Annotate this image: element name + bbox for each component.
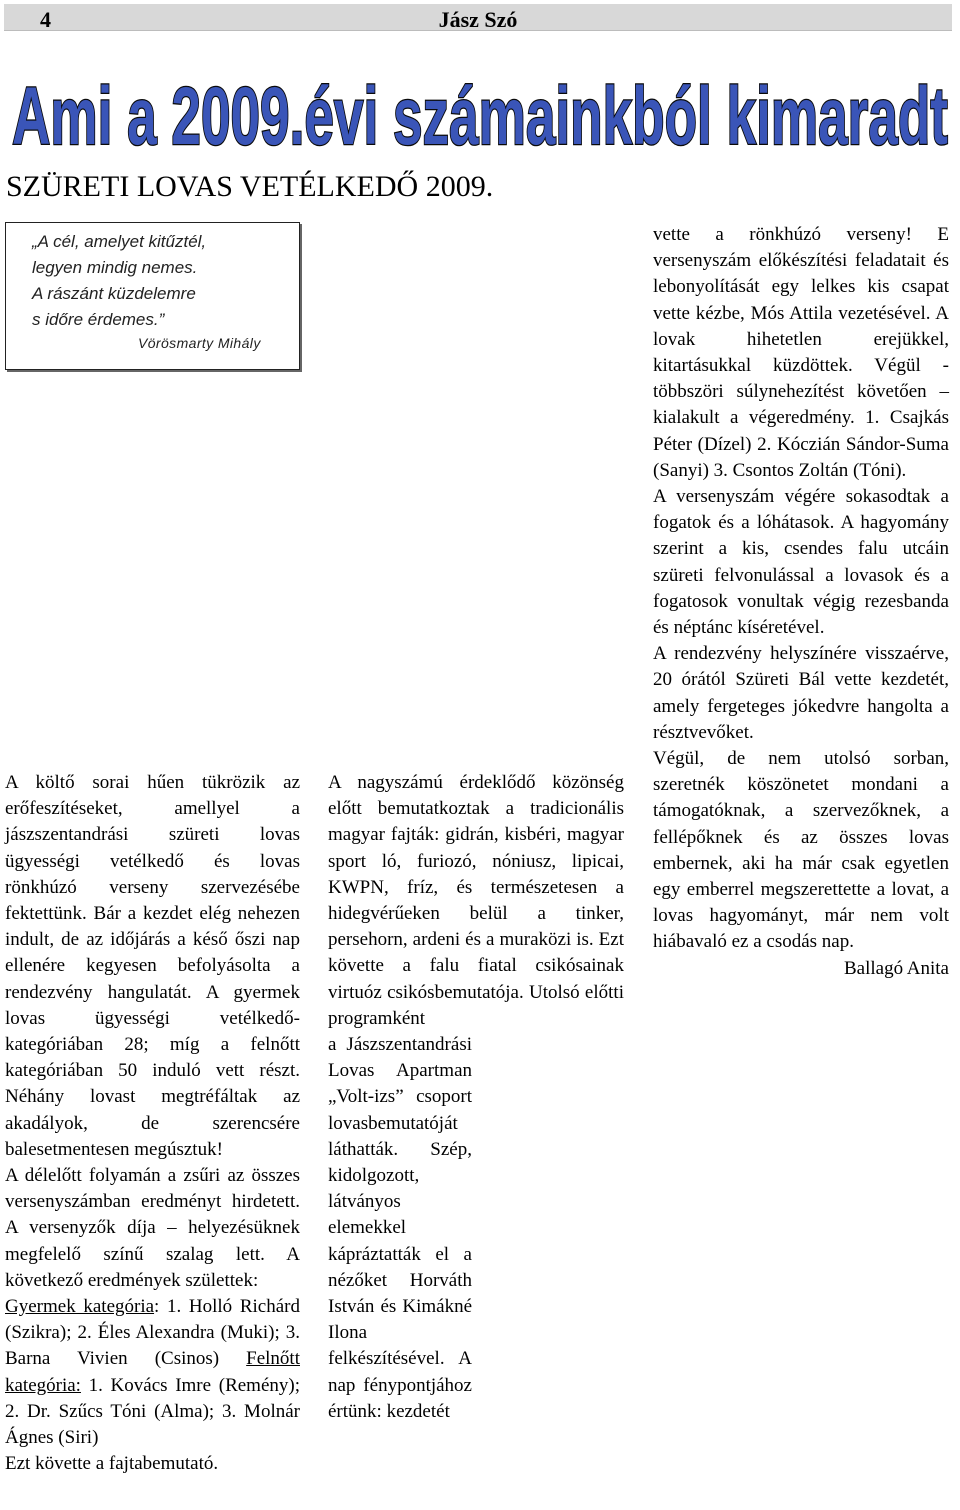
adults-category-label: Felnőtt kategória: (5, 1348, 300, 1396)
article-column-1 (5, 770, 300, 1477)
article-column-2 (328, 770, 624, 1425)
banner-text: Ami a 2009.évi számainkból kimaradt (12, 71, 948, 160)
section-banner (8, 70, 952, 160)
newspaper-name: Jász Szó (438, 7, 518, 32)
paragraph: Végül, de nem utolsó sorban, szeretnék köszönetet mondani a támogatóknak, a szervezőknek, a fellépőknek és az összes lovas embernek, aki ha már csak egyetlen egy emberrel megszerettette a lovat, a lovas hagyományt, már nem volt hiábavaló ez a csodás nap. (653, 748, 949, 953)
quote-line: A rászánt küzdelemre (32, 284, 196, 303)
paragraph: A költő sorai hűen tükrözik az erőfeszítéseket, amellyel a jászszentandrási szüreti lovas ügyességi vetélkedő és lovas rönkhúzó verseny szervezésébe fektettünk. Bár a kezdet elég nehezen indult, de az időjárás a késő őszi nap ellenére kegyesen befolyásolta a rendezvény hangulatát. A gyermek lovas ügyességi vetélkedő-kategóriában 28; míg a felnőtt kategóriában 50 induló vett részt. Néhány lovast megtréfáltak az akadályok, de szerencsére balesetmentesen megúsztuk! (5, 772, 300, 1160)
paragraph: a Jászszentandrási Lovas Apartman „Volt-izs” csoport lovasbemutatóját láthatták. Szép, kidolgozott, látványos elemekkel kápráztatták el a nézőket Horváth István és Kimákné Ilona felkészítésével. A nap fénypontjához értünk: kezdetét (328, 1034, 472, 1422)
article-title: SZÜRETI LOVAS VETÉLKEDŐ 2009. (6, 170, 494, 203)
quote-author: Vörösmarty Mihály (138, 335, 261, 351)
results-paragraph (5, 1294, 300, 1451)
paragraph: A nagyszámú érdeklődő közönség előtt bemutatkoztak a tradicionális magyar fajták: gidrán, kisbéri, magyar sport ló, furiozó, nóniusz, lipicai, KWPN, fríz, és természetesen a hidegvérűeken belül a tinker, persehorn, ardeni és a muraközi is. Ezt követte a falu fiatal csikósainak virtuóz csikósbemutatója. Utolsó előtti programként (328, 772, 624, 1029)
quote-box (5, 222, 300, 370)
quote-line: „A cél, amelyet kitűztél, (32, 232, 207, 251)
quote-line: s időre érdemes.” (32, 310, 165, 329)
paragraph: A versenyszám végére sokasodtak a fogatok és a lóhátasok. A hagyomány szerint a kis, csendes falu utcáin szüreti felvonulással a lovasok és a fogatosok vonultak végig rezesbanda és néptánc kíséretével. (653, 486, 949, 639)
kids-category-label: Gyermek kategória (5, 1296, 155, 1318)
paragraph: vette a rönkhúzó verseny! E versenyszám előkészítési feladatait és lebonyolítását egy lelkes kis csapat vette kézbe, Mós Attila vezetésével. A lovak hihetetlen erejükkel, kitartásukkal küzdöttek. Végül - többszöri súlynehezítést követően – kialakult a végeredmény. 1. Csajkás Péter (Dízel) 2. Kóczián Sándor-Suma (Sanyi) 3. Csontos Zoltán (Tóni). (653, 224, 949, 481)
page-number: 4 (40, 7, 51, 32)
article-column-3 (653, 222, 949, 982)
adults-results: 1. Kovács Imre (Remény); 2. Dr. Szűcs Tóni (Alma); 3. Molnár Ágnes (Siri) (5, 1374, 300, 1449)
paragraph: A délelőtt folyamán a zsűri az összes versenyszámban eredményt hirdetett. A versenyzők díja – helyezésüknek megfelelő színű szalag lett. A következő eredmények születtek: (5, 1165, 300, 1291)
kids-results: : 1. Holló Richárd (Szikra); 2. Éles Alexandra (Muki); 3. Barna Vivien (Csinos) (5, 1296, 300, 1370)
page-header (4, 4, 952, 31)
author-signature: Ballagó Anita (843, 957, 949, 979)
quote-line: legyen mindig nemes. (32, 258, 198, 277)
paragraph: Ezt követte a fajtabemutató. (5, 1453, 219, 1475)
paragraph: A rendezvény helyszínére visszaérve, 20 órától Szüreti Bál vette kezdetét, amely fergeteges jókedvre hangolta a résztvevőket. (653, 643, 949, 743)
